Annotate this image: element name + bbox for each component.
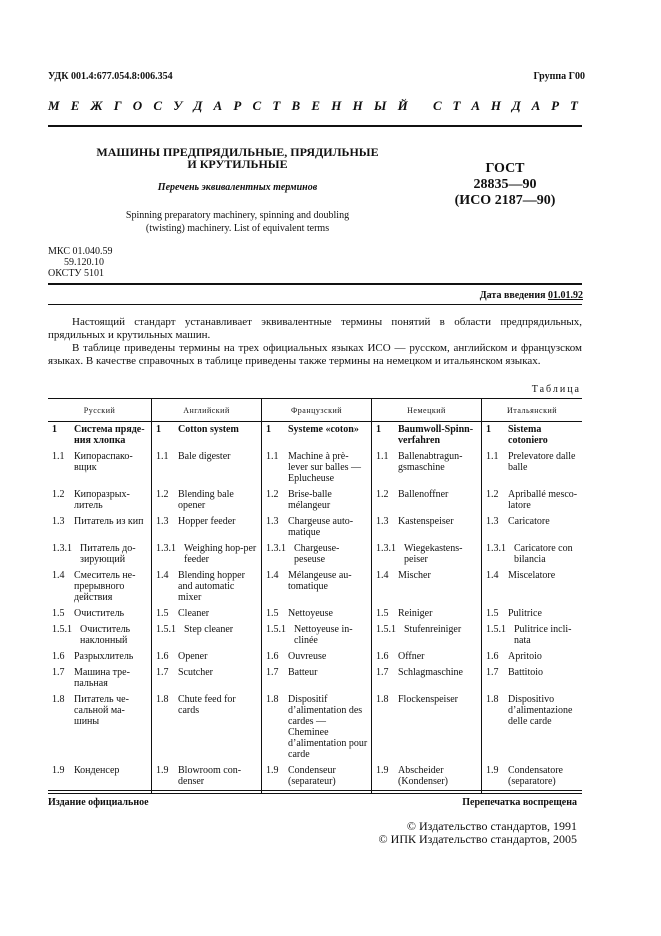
term-number: 1.5.1 xyxy=(486,624,506,635)
term-number: 1.8 xyxy=(376,694,389,705)
gost-line-1: ГОСТ xyxy=(485,161,525,176)
term-number: 1.8 xyxy=(52,694,65,705)
table-cell xyxy=(372,422,482,450)
table-cell xyxy=(152,487,262,514)
table-cell xyxy=(48,449,152,487)
table-cell xyxy=(262,487,372,514)
udk-code: УДК 001.4:677.054.8:006.354 xyxy=(48,71,173,82)
table-row xyxy=(48,422,582,450)
term-number: 1 xyxy=(156,424,161,435)
english-title-line-1: Spinning preparatory machinery, spinning and doubling xyxy=(125,210,350,221)
title-line-1: МАШИНЫ ПРЕДПРЯДИЛЬНЫЕ, ПРЯДИЛЬНЫЕ xyxy=(96,145,379,159)
column-header: Немецкий xyxy=(372,399,482,422)
table-row xyxy=(48,514,582,541)
term-number: 1.6 xyxy=(266,651,279,662)
table-cell xyxy=(152,665,262,692)
table-row xyxy=(48,568,582,606)
standard-banner xyxy=(48,98,578,114)
gost-line-3: (ИСО 2187—90) xyxy=(454,193,556,208)
term-text: Bale digester xyxy=(178,451,231,462)
term-number: 1 xyxy=(52,424,57,435)
term-text: Battitoio xyxy=(508,667,543,678)
table-cell xyxy=(262,649,372,665)
term-number: 1.6 xyxy=(486,651,499,662)
table-cell xyxy=(48,568,152,606)
table-row xyxy=(48,665,582,692)
table-cell xyxy=(262,606,372,622)
table-cell xyxy=(262,514,372,541)
table-cell xyxy=(152,568,262,606)
table-cell xyxy=(152,514,262,541)
term-text: Питатель до-зирующий xyxy=(80,543,136,565)
table-cell xyxy=(482,568,583,606)
column-header: Французский xyxy=(262,399,372,422)
term-number: 1.4 xyxy=(376,570,389,581)
term-text: Конденсер xyxy=(74,765,120,776)
table-cell xyxy=(482,514,583,541)
copyright xyxy=(379,820,577,846)
term-number: 1.5.1 xyxy=(52,624,72,635)
term-text: Stufenreiniger xyxy=(404,624,462,635)
column-header: Итальянский xyxy=(482,399,583,422)
term-text: Cleaner xyxy=(178,608,210,619)
table-cell xyxy=(482,763,583,794)
term-text: Cotton system xyxy=(178,424,239,435)
effective-date xyxy=(480,290,583,301)
term-number: 1.7 xyxy=(52,667,65,678)
term-number: 1.1 xyxy=(266,451,279,462)
term-number: 1.3.1 xyxy=(486,543,506,554)
banner-word-1: М Е Ж Г О С У Д А Р С Т В Е Н Н Ы Й xyxy=(48,98,408,113)
intro-paragraph-2: В таблице приведены термины на трех официальных языках ИСО — русском, английском и французском языках. В качестве справочных в таблице приведены также термины на немецком и итальянском языках. xyxy=(48,342,582,367)
table-row xyxy=(48,606,582,622)
term-text: Очиститель xyxy=(74,608,125,619)
term-text: Condenseur (separateur) xyxy=(288,765,336,787)
table-cell xyxy=(372,622,482,649)
mks-code-2: 59.120.10 xyxy=(64,257,104,268)
term-text: Caricatore xyxy=(508,516,550,527)
term-text: Машина тре-пальная xyxy=(74,667,130,689)
term-number: 1.9 xyxy=(376,765,389,776)
table-cell xyxy=(482,541,583,568)
table-cell xyxy=(372,568,482,606)
english-title xyxy=(100,209,375,235)
term-number: 1.4 xyxy=(156,570,169,581)
term-text: Nettoyeuse in-clinée xyxy=(294,624,353,646)
intro-text xyxy=(48,316,582,368)
table-row xyxy=(48,692,582,763)
term-number: 1.5 xyxy=(52,608,65,619)
term-number: 1.5.1 xyxy=(266,624,286,635)
table-cell xyxy=(372,649,482,665)
table-row xyxy=(48,449,582,487)
term-number: 1.9 xyxy=(486,765,499,776)
table-cell xyxy=(48,665,152,692)
table-cell xyxy=(262,763,372,794)
term-text: Systeme «coton» xyxy=(288,424,359,435)
terms-table xyxy=(48,398,582,794)
document-title xyxy=(60,146,415,170)
table-cell xyxy=(372,665,482,692)
term-number: 1 xyxy=(486,424,491,435)
date-rule xyxy=(48,304,582,305)
copyright-line-2: © ИПК Издательство стандартов, 2005 xyxy=(378,832,577,846)
table-row xyxy=(48,622,582,649)
table-row xyxy=(48,541,582,568)
term-text: Питатель из кип xyxy=(74,516,144,527)
term-number: 1.8 xyxy=(486,694,499,705)
term-number: 1.3 xyxy=(486,516,499,527)
term-number: 1.1 xyxy=(52,451,65,462)
codes-rule xyxy=(48,283,582,285)
table-cell xyxy=(152,622,262,649)
title-line-2: И КРУТИЛЬНЫЕ xyxy=(187,157,288,171)
term-number: 1.7 xyxy=(376,667,389,678)
term-text: Step cleaner xyxy=(184,624,234,635)
term-text: Condensatore (separatore) xyxy=(508,765,563,787)
mks-code-1: МКС 01.040.59 xyxy=(48,246,113,257)
gost-designation xyxy=(430,161,580,209)
term-number: 1.9 xyxy=(266,765,279,776)
table-cell xyxy=(482,665,583,692)
table-cell xyxy=(372,449,482,487)
table-cell xyxy=(482,487,583,514)
term-text: Weighing hop-per feeder xyxy=(184,543,257,565)
table-cell xyxy=(262,692,372,763)
term-number: 1.4 xyxy=(266,570,279,581)
term-text: Chargeuse auto-matique xyxy=(288,516,354,538)
table-cell xyxy=(48,692,152,763)
term-number: 1.7 xyxy=(156,667,169,678)
table-row xyxy=(48,763,582,794)
term-number: 1.6 xyxy=(156,651,169,662)
term-number: 1.6 xyxy=(52,651,65,662)
term-text: Mischer xyxy=(398,570,431,581)
term-text: Смеситель не-прерывного действия xyxy=(74,570,136,603)
term-number: 1.5 xyxy=(376,608,389,619)
table-cell xyxy=(372,763,482,794)
term-number: 1.3 xyxy=(376,516,389,527)
table-cell xyxy=(262,449,372,487)
table-cell xyxy=(48,514,152,541)
table-row xyxy=(48,649,582,665)
table-cell xyxy=(152,763,262,794)
table-cell xyxy=(262,622,372,649)
table-cell xyxy=(482,449,583,487)
term-text: Offner xyxy=(398,651,425,662)
copyright-line-1: © Издательство стандартов, 1991 xyxy=(406,819,577,833)
table-cell xyxy=(482,649,583,665)
term-number: 1.7 xyxy=(266,667,279,678)
term-text: Ballenoffner xyxy=(398,489,449,500)
term-number: 1.6 xyxy=(376,651,389,662)
term-text: Ouvreuse xyxy=(288,651,327,662)
term-text: Wiegekastens-peiser xyxy=(404,543,463,565)
term-text: Dispositif d’alimentation des cardes — Cheminee d’alimentation pour carde xyxy=(288,694,368,760)
term-text: Machine à prè-lever sur balles — Eplucheuse xyxy=(288,451,362,484)
table-cell xyxy=(48,622,152,649)
term-number: 1.3.1 xyxy=(376,543,396,554)
term-text: Kastenspeiser xyxy=(398,516,454,527)
table-cell xyxy=(482,422,583,450)
table-cell xyxy=(48,649,152,665)
term-text: Очиститель наклонный xyxy=(80,624,131,646)
table-row xyxy=(48,487,582,514)
okstu-code: ОКСТУ 5101 xyxy=(48,268,105,279)
intro-paragraph-1: Настоящий стандарт устанавливает эквивалентные термины понятий в области предпрядильных, прядильных и крутильных машин. xyxy=(48,316,582,341)
table-cell xyxy=(262,568,372,606)
table-cell xyxy=(48,763,152,794)
table-cell xyxy=(372,514,482,541)
term-text: Reiniger xyxy=(398,608,433,619)
table-cell xyxy=(372,692,482,763)
term-number: 1.5.1 xyxy=(376,624,396,635)
term-number: 1.8 xyxy=(266,694,279,705)
table-cell xyxy=(262,665,372,692)
table-cell xyxy=(482,606,583,622)
footer-rule xyxy=(48,790,582,791)
term-text: Питатель че-сальной ма-шины xyxy=(74,694,129,727)
reprint-prohibited: Перепечатка воспрещена xyxy=(462,797,577,808)
term-number: 1 xyxy=(376,424,381,435)
term-text: Кипораспако-вщик xyxy=(74,451,133,473)
term-number: 1.1 xyxy=(486,451,499,462)
term-text: Chargeuse-peseuse xyxy=(294,543,340,565)
term-text: Flockenspeiser xyxy=(398,694,458,705)
table-cell xyxy=(152,541,262,568)
term-text: Brise-balle mélangeur xyxy=(288,489,332,511)
term-number: 1.4 xyxy=(486,570,499,581)
term-number: 1.2 xyxy=(376,489,389,500)
term-number: 1.5 xyxy=(266,608,279,619)
effective-date-label: Дата введения xyxy=(479,290,546,301)
table-cell xyxy=(152,449,262,487)
table-header-row xyxy=(48,399,582,422)
term-number: 1.3.1 xyxy=(52,543,72,554)
term-number: 1.2 xyxy=(52,489,65,500)
term-number: 1.9 xyxy=(156,765,169,776)
term-number: 1.3.1 xyxy=(156,543,176,554)
table-cell xyxy=(372,541,482,568)
term-text: Blending bale opener xyxy=(178,489,234,511)
table-cell xyxy=(482,692,583,763)
term-number: 1.9 xyxy=(52,765,65,776)
term-text: Pulitrice xyxy=(508,608,542,619)
term-number: 1.8 xyxy=(156,694,169,705)
term-text: Abscheider (Kondenser) xyxy=(398,765,448,787)
term-text: Apritoio xyxy=(508,651,542,662)
term-text: Sistema cotoniero xyxy=(508,424,548,446)
table-cell xyxy=(48,541,152,568)
term-text: Система пряде-ния хлопка xyxy=(74,424,145,446)
group-code: Группа Г00 xyxy=(533,71,585,82)
term-text: Apriballé mesco-latore xyxy=(508,489,578,511)
term-number: 1.4 xyxy=(52,570,65,581)
term-number: 1.3 xyxy=(266,516,279,527)
table-cell xyxy=(152,422,262,450)
effective-date-value: 01.01.92 xyxy=(548,290,583,301)
gost-line-2: 28835—90 xyxy=(473,177,537,192)
term-number: 1.2 xyxy=(156,489,169,500)
term-text: Nettoyeuse xyxy=(288,608,333,619)
term-text: Pulitrice incli-nata xyxy=(514,624,572,646)
table-cell xyxy=(262,422,372,450)
term-text: Ballenabtragun-gsmaschine xyxy=(398,451,463,473)
term-number: 1.7 xyxy=(486,667,499,678)
term-text: Caricatore con bilancia xyxy=(514,543,573,565)
term-text: Dispositivo d’alimentazione delle carde xyxy=(508,694,573,727)
classification-codes xyxy=(48,246,112,279)
english-title-line-2: (twisting) machinery. List of equivalent terms xyxy=(145,223,330,234)
term-number: 1.3 xyxy=(156,516,169,527)
term-text: Scutcher xyxy=(178,667,213,678)
term-number: 1.3 xyxy=(52,516,65,527)
term-text: Mélangeuse au-tomatique xyxy=(288,570,352,592)
table-cell xyxy=(372,487,482,514)
table-cell xyxy=(48,422,152,450)
term-number: 1 xyxy=(266,424,271,435)
document-subtitle: Перечень эквивалентных терминов xyxy=(157,182,318,193)
term-number: 1.5.1 xyxy=(156,624,176,635)
table-cell xyxy=(48,606,152,622)
term-text: Blending hopper and automatic mixer xyxy=(178,570,245,603)
table-cell xyxy=(152,692,262,763)
term-number: 1.1 xyxy=(156,451,169,462)
term-number: 1.5 xyxy=(486,608,499,619)
column-header: Русский xyxy=(48,399,152,422)
table-cell xyxy=(48,487,152,514)
term-number: 1.2 xyxy=(486,489,499,500)
table-cell xyxy=(482,622,583,649)
column-header: Английский xyxy=(152,399,262,422)
term-text: Hopper feeder xyxy=(178,516,236,527)
term-text: Разрыхлитель xyxy=(74,651,134,662)
term-text: Opener xyxy=(178,651,208,662)
term-number: 1.3.1 xyxy=(266,543,286,554)
term-text: Schlagmaschine xyxy=(398,667,463,678)
table-cell xyxy=(262,541,372,568)
term-number: 1.1 xyxy=(376,451,389,462)
term-text: Batteur xyxy=(288,667,318,678)
term-text: Кипоразрых-литель xyxy=(74,489,130,511)
term-number: 1.2 xyxy=(266,489,279,500)
term-text: Chute feed for cards xyxy=(178,694,236,716)
term-number: 1.5 xyxy=(156,608,169,619)
table-cell xyxy=(152,649,262,665)
header-rule xyxy=(48,125,582,127)
term-text: Blowroom con-denser xyxy=(178,765,242,787)
official-edition: Издание официальное xyxy=(48,797,149,808)
banner-word-2: С Т А Н Д А Р Т xyxy=(433,98,578,113)
term-text: Miscelatore xyxy=(508,570,556,581)
table-cell xyxy=(152,606,262,622)
term-text: Prelevatore dalle balle xyxy=(508,451,576,473)
term-text: Baumwoll-Spinn-verfahren xyxy=(398,424,474,446)
table-cell xyxy=(372,606,482,622)
table-label: Таблица xyxy=(531,384,581,395)
